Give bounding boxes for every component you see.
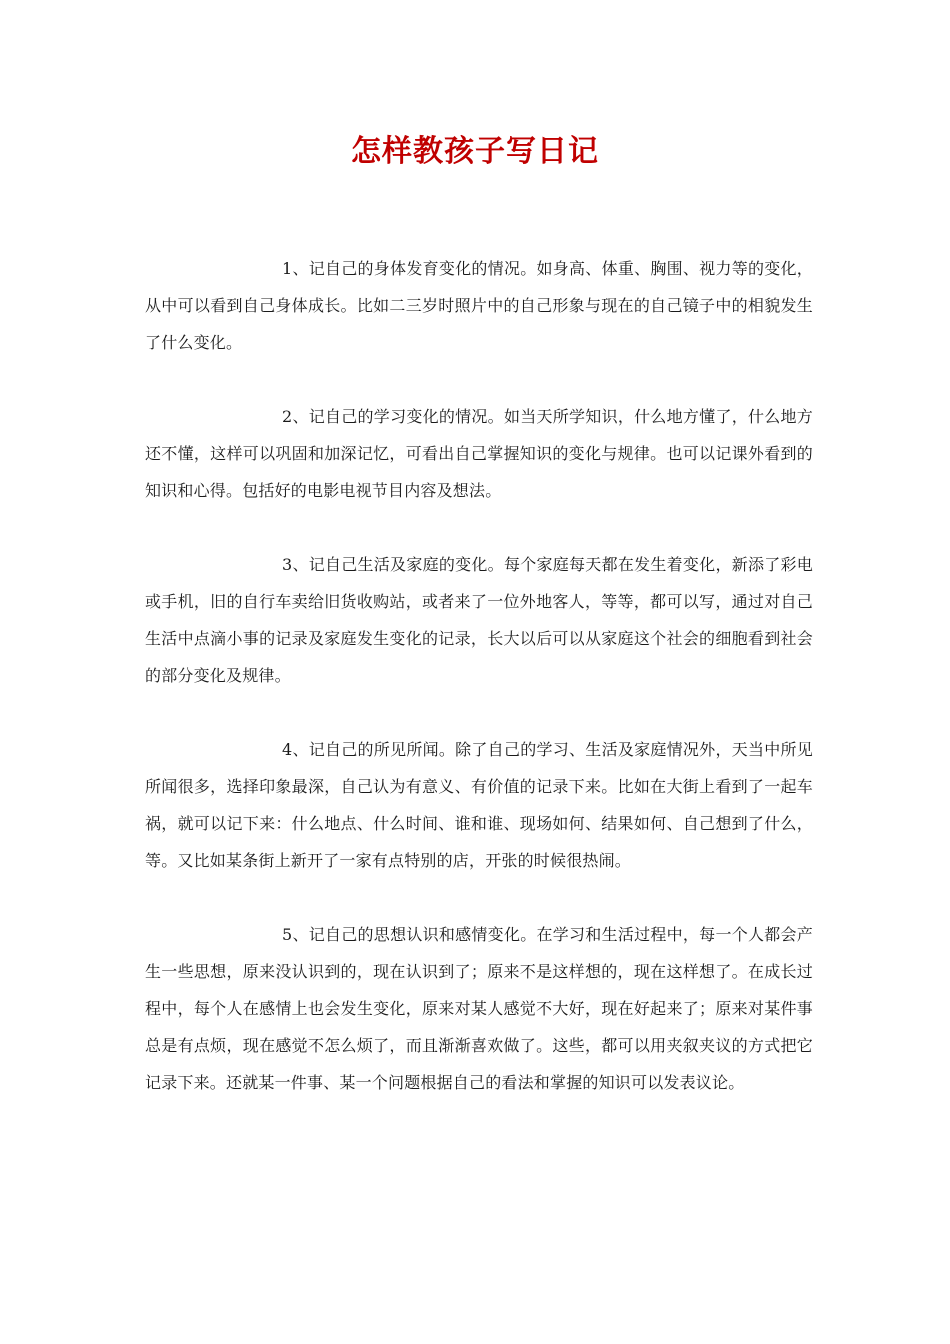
paragraph-3: 3、记自己生活及家庭的变化。每个家庭每天都在发生着变化，新添了彩电或手机，旧的自行车卖给旧货收购站，或者来了一位外地客人，等等，都可以写，通过对自己生活中点滴小事的记录及家庭发生变化的记录，长大以后可以从家庭这个社会的细胞看到社会的部分变化及规律。 <box>145 555 813 685</box>
paragraph-2: 2、记自己的学习变化的情况。如当天所学知识，什么地方懂了，什么地方还不懂，这样可以巩固和加深记忆，可看出自己掌握知识的变化与规律。也可以记课外看到的知识和心得。包括好的电影电视节目内容及想法。 <box>145 407 813 500</box>
document-body <box>145 250 813 1101</box>
document-title: 怎样教孩子写日记 <box>351 134 599 169</box>
paragraph-1: 1、记自己的身体发育变化的情况。如身高、体重、胸围、视力等的变化，从中可以看到自己身体成长。比如二三岁时照片中的自己形象与现在的自己镜子中的相貌发生了什么变化。 <box>145 259 813 352</box>
paragraph-5: 5、记自己的思想认识和感情变化。在学习和生活过程中，每一个人都会产生一些思想，原来没认识到的，现在认识到了；原来不是这样想的，现在这样想了。在成长过程中，每个人在感情上也会发生变化，原来对某人感觉不大好，现在好起来了；原来对某件事总是有点烦，现在感觉不怎么烦了，而且渐渐喜欢做了。这些，都可以用夹叙夹议的方式把它记录下来。还就某一件事、某一个问题根据自己的看法和掌握的知识可以发表议论。 <box>145 925 813 1092</box>
paragraph-4: 4、记自己的所见所闻。除了自己的学习、生活及家庭情况外，天当中所见所闻很多，选择印象最深，自己认为有意义、有价值的记录下来。比如在大街上看到了一起车祸，就可以记下来：什么地点、什么时间、谁和谁、现场如何、结果如何、自己想到了什么，等。又比如某条街上新开了一家有点特别的店，开张的时候很热闹。 <box>145 740 813 870</box>
